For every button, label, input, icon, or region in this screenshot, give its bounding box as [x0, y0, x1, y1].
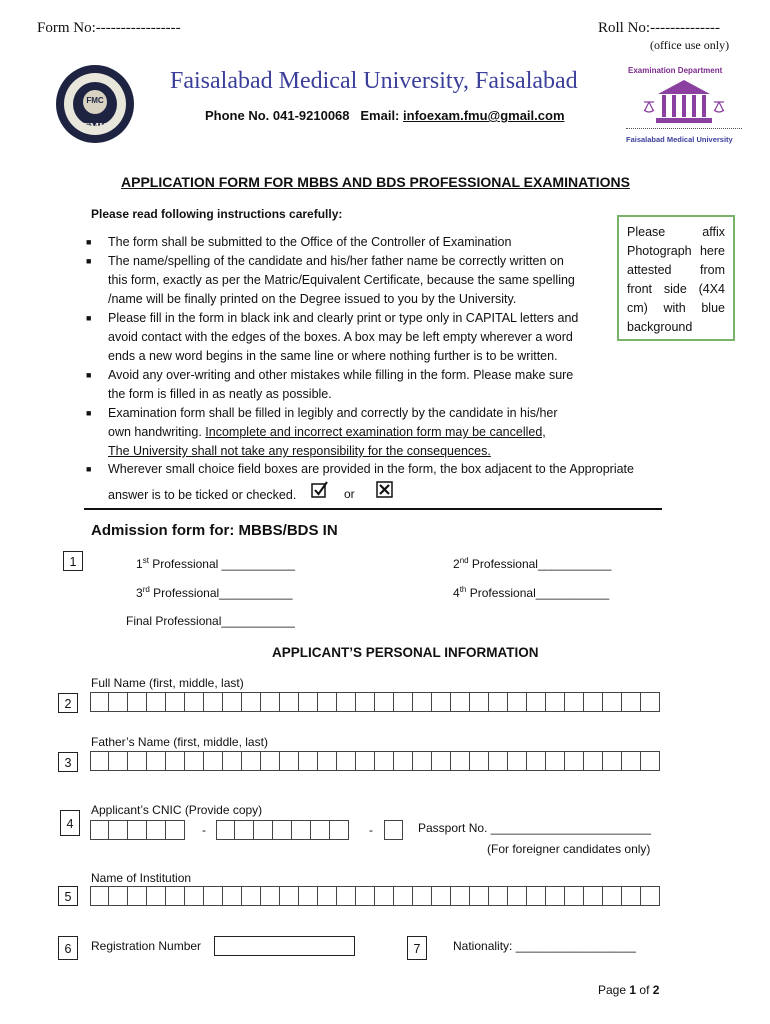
- char-cell[interactable]: [622, 751, 641, 771]
- char-cell[interactable]: [432, 751, 451, 771]
- instruction-warning: The University shall not take any responsibility for the consequences.: [108, 444, 491, 458]
- char-cell[interactable]: [413, 751, 432, 771]
- char-cell[interactable]: [394, 751, 413, 771]
- char-cell[interactable]: [489, 751, 508, 771]
- total-pages: 2: [652, 983, 660, 997]
- instruction-text: own handwriting.: [108, 425, 202, 439]
- option-number: 3: [136, 586, 143, 600]
- section-number: 2: [58, 693, 78, 713]
- char-cell[interactable]: [204, 886, 223, 906]
- instruction-line: Avoid any over-writing and other mistakes while filling in the form. Please make sure: [108, 368, 574, 382]
- office-use-note: (office use only): [650, 38, 730, 52]
- char-cell[interactable]: [432, 886, 451, 906]
- char-cell[interactable]: [508, 692, 527, 712]
- char-cell[interactable]: [318, 886, 337, 906]
- char-cell[interactable]: [451, 692, 470, 712]
- bullet-icon: ■: [86, 313, 92, 323]
- char-cell[interactable]: [489, 692, 508, 712]
- institution-label: Name of Institution: [91, 871, 192, 885]
- char-cell[interactable]: [254, 820, 273, 840]
- roll-number-label: Roll No:--------------: [598, 20, 721, 36]
- admission-heading: Admission form for: MBBS/BDS IN: [91, 522, 338, 539]
- section-number: 6: [58, 936, 78, 960]
- instruction-line: /name will be finally printed on the Degree issued to you by the University.: [108, 292, 517, 306]
- instruction-line: the form is filled in as neatly as possible.: [108, 387, 332, 401]
- char-cell[interactable]: [90, 886, 109, 906]
- option-label: Professional___________: [468, 557, 612, 571]
- char-cell[interactable]: [109, 820, 128, 840]
- char-cell[interactable]: [280, 692, 299, 712]
- current-page: 1: [629, 983, 637, 997]
- option-2nd-professional[interactable]: [453, 556, 611, 571]
- char-cell[interactable]: [337, 886, 356, 906]
- option-3rd-professional[interactable]: [136, 585, 293, 600]
- section-divider: [84, 508, 662, 510]
- char-cell[interactable]: [565, 692, 584, 712]
- university-title: Faisalabad Medical University, Faisalabad: [170, 68, 578, 94]
- char-cell[interactable]: [109, 692, 128, 712]
- char-cell[interactable]: [356, 751, 375, 771]
- option-4th-professional[interactable]: [453, 585, 609, 600]
- char-cell[interactable]: [147, 886, 166, 906]
- instruction-line: avoid contact with the edges of the boxes. A box may be left empty wherever a word: [108, 330, 573, 344]
- form-number-label: Form No:-----------------: [37, 20, 181, 36]
- char-cell[interactable]: [185, 886, 204, 906]
- phone-number: Phone No. 041-9210068: [205, 108, 350, 123]
- section-number: 1: [63, 551, 83, 571]
- char-cell[interactable]: [356, 692, 375, 712]
- bullet-icon: ■: [86, 464, 92, 474]
- char-cell[interactable]: [622, 886, 641, 906]
- option-suffix: st: [142, 556, 149, 565]
- char-cell[interactable]: [384, 820, 403, 840]
- instruction-line: ends a new word begins in the same line or where nothing further is to be written.: [108, 349, 558, 363]
- university-seal-logo: [55, 64, 135, 144]
- char-cell[interactable]: [527, 751, 546, 771]
- bullet-icon: ■: [86, 408, 92, 418]
- father-name-label: Father’s Name (first, middle, last): [91, 735, 268, 749]
- cnic-dash: -: [369, 823, 373, 837]
- option-label: Professional ___________: [148, 557, 296, 571]
- passport-field[interactable]: Passport No. ________________________: [418, 821, 651, 835]
- char-cell[interactable]: [527, 692, 546, 712]
- char-cell[interactable]: [166, 820, 185, 840]
- personal-info-heading: APPLICANT’S PERSONAL INFORMATION: [272, 645, 539, 660]
- char-cell[interactable]: [235, 820, 254, 840]
- instruction-warning: Incomplete and incorrect examination form may be cancelled,: [205, 425, 546, 439]
- cnic-label: Applicant’s CNIC (Provide copy): [91, 803, 263, 817]
- crossed-box-icon: [376, 481, 394, 499]
- char-cell[interactable]: [508, 886, 527, 906]
- char-cell[interactable]: [375, 692, 394, 712]
- char-cell[interactable]: [128, 692, 147, 712]
- instruction-line: Please fill in the form in black ink and clearly print or type only in CAPITAL letters and: [108, 311, 579, 325]
- option-suffix: rd: [142, 585, 150, 594]
- char-cell[interactable]: [584, 751, 603, 771]
- char-cell[interactable]: [128, 751, 147, 771]
- institution-input[interactable]: [90, 886, 660, 906]
- option-suffix: th: [459, 585, 467, 594]
- char-cell[interactable]: [242, 886, 261, 906]
- char-cell[interactable]: [603, 751, 622, 771]
- char-cell[interactable]: [565, 751, 584, 771]
- char-cell[interactable]: [432, 692, 451, 712]
- seal-fmu-text: FMU: [83, 122, 107, 133]
- char-cell[interactable]: [128, 886, 147, 906]
- page-of: of: [639, 983, 650, 997]
- option-number: 1: [136, 557, 143, 571]
- char-cell[interactable]: [641, 886, 660, 906]
- bullet-icon: ■: [86, 370, 92, 380]
- instruction-line: The form shall be submitted to the Office of the Controller of Examination: [108, 235, 512, 249]
- dept-logo-caption: Faisalabad Medical University: [626, 135, 733, 144]
- instruction-line: this form, exactly as per the Matric/Equivalent Certificate, because the same spelling: [108, 273, 575, 287]
- char-cell[interactable]: [128, 820, 147, 840]
- bullet-icon: ■: [86, 237, 92, 247]
- option-final-professional[interactable]: Final Professional___________: [126, 614, 295, 628]
- char-cell[interactable]: [470, 751, 489, 771]
- char-cell[interactable]: [622, 692, 641, 712]
- char-cell[interactable]: [330, 820, 349, 840]
- seal-inner-text: FMC: [86, 96, 104, 105]
- char-cell[interactable]: [584, 886, 603, 906]
- email-link[interactable]: infoexam.fmu@gmail.com: [403, 108, 565, 123]
- char-cell[interactable]: [375, 886, 394, 906]
- char-cell[interactable]: [204, 751, 223, 771]
- char-cell[interactable]: [394, 886, 413, 906]
- full-name-label: Full Name (first, middle, last): [91, 676, 244, 690]
- cnic-input-part1[interactable]: [90, 820, 185, 840]
- char-cell[interactable]: [109, 886, 128, 906]
- char-cell[interactable]: [470, 886, 489, 906]
- char-cell[interactable]: [375, 751, 394, 771]
- char-cell[interactable]: [261, 751, 280, 771]
- char-cell[interactable]: [292, 820, 311, 840]
- instruction-line: [108, 423, 546, 442]
- char-cell[interactable]: [90, 692, 109, 712]
- bullet-icon: ■: [86, 256, 92, 266]
- page-number: [598, 983, 659, 997]
- char-cell[interactable]: [242, 751, 261, 771]
- char-cell[interactable]: [356, 886, 375, 906]
- dept-logo-title: Examination Department: [628, 66, 723, 75]
- instruction-line: The name/spelling of the candidate and his/her father name be correctly written on: [108, 254, 564, 268]
- char-cell[interactable]: [223, 692, 242, 712]
- char-cell[interactable]: [489, 886, 508, 906]
- or-label: or: [344, 487, 355, 501]
- char-cell[interactable]: [546, 692, 565, 712]
- char-cell[interactable]: [337, 692, 356, 712]
- page-prefix: Page: [598, 983, 627, 997]
- char-cell[interactable]: [242, 692, 261, 712]
- char-cell[interactable]: [261, 886, 280, 906]
- instruction-line: answer is to be ticked or checked.: [108, 488, 297, 502]
- cnic-input-part2[interactable]: [216, 820, 349, 840]
- char-cell[interactable]: [166, 692, 185, 712]
- option-1st-professional[interactable]: [136, 556, 295, 571]
- char-cell[interactable]: [565, 886, 584, 906]
- email-label: Email:: [360, 108, 400, 123]
- section-number: 7: [407, 936, 427, 960]
- char-cell[interactable]: [147, 692, 166, 712]
- registration-input[interactable]: [214, 936, 355, 956]
- char-cell[interactable]: [185, 751, 204, 771]
- char-cell[interactable]: [166, 751, 185, 771]
- char-cell[interactable]: [508, 751, 527, 771]
- contact-line: [205, 108, 565, 123]
- char-cell[interactable]: [90, 751, 109, 771]
- section-number: 4: [60, 810, 80, 836]
- option-number: 2: [453, 557, 460, 571]
- char-cell[interactable]: [299, 692, 318, 712]
- char-cell[interactable]: [185, 692, 204, 712]
- char-cell[interactable]: [318, 692, 337, 712]
- char-cell[interactable]: [603, 692, 622, 712]
- cnic-input-part3[interactable]: [384, 820, 403, 840]
- char-cell[interactable]: [147, 820, 166, 840]
- option-label: Professional___________: [466, 586, 610, 600]
- char-cell[interactable]: [311, 820, 330, 840]
- char-cell[interactable]: [109, 751, 128, 771]
- cnic-dash: -: [202, 823, 206, 837]
- instructions-heading: Please read following instructions carefully:: [91, 207, 343, 221]
- option-suffix: nd: [459, 556, 469, 565]
- char-cell[interactable]: [166, 886, 185, 906]
- char-cell[interactable]: [204, 692, 223, 712]
- char-cell[interactable]: [223, 751, 242, 771]
- char-cell[interactable]: [546, 886, 565, 906]
- urdu-script-line: [626, 128, 742, 132]
- section-number: 3: [58, 752, 78, 772]
- option-number: 4: [453, 586, 460, 600]
- char-cell[interactable]: [603, 886, 622, 906]
- char-cell[interactable]: [413, 886, 432, 906]
- char-cell[interactable]: [337, 751, 356, 771]
- char-cell[interactable]: [318, 751, 337, 771]
- full-name-input[interactable]: [90, 692, 660, 712]
- checked-box-icon: [311, 481, 329, 499]
- char-cell[interactable]: [299, 751, 318, 771]
- nationality-field[interactable]: Nationality: __________________: [453, 939, 636, 953]
- form-title: APPLICATION FORM FOR MBBS AND BDS PROFESSIONAL EXAMINATIONS: [121, 174, 630, 190]
- char-cell[interactable]: [527, 886, 546, 906]
- char-cell[interactable]: [546, 751, 565, 771]
- char-cell[interactable]: [451, 886, 470, 906]
- char-cell[interactable]: [470, 692, 489, 712]
- char-cell[interactable]: [413, 692, 432, 712]
- registration-label: Registration Number: [91, 939, 202, 953]
- char-cell[interactable]: [90, 820, 109, 840]
- char-cell[interactable]: [147, 751, 166, 771]
- char-cell[interactable]: [261, 692, 280, 712]
- char-cell[interactable]: [280, 886, 299, 906]
- char-cell[interactable]: [584, 692, 603, 712]
- section-number: 5: [58, 886, 78, 906]
- instruction-line: Examination form shall be filled in legibly and correctly by the candidate in his/her: [108, 406, 558, 420]
- passport-note: (For foreigner candidates only): [487, 842, 651, 856]
- father-name-input[interactable]: [90, 751, 660, 771]
- char-cell[interactable]: [299, 886, 318, 906]
- exam-department-logo: [624, 66, 744, 146]
- char-cell[interactable]: [280, 751, 299, 771]
- instruction-line: Wherever small choice field boxes are provided in the form, the box adjacent to the Appropriate: [108, 462, 634, 476]
- char-cell[interactable]: [273, 820, 292, 840]
- option-label: Professional___________: [149, 586, 293, 600]
- char-cell[interactable]: [641, 751, 660, 771]
- char-cell[interactable]: [216, 820, 235, 840]
- photo-box[interactable]: Please affix Photograph here attested from front side (4X4 cm) with blue background: [617, 215, 735, 341]
- char-cell[interactable]: [223, 886, 242, 906]
- char-cell[interactable]: [641, 692, 660, 712]
- char-cell[interactable]: [451, 751, 470, 771]
- char-cell[interactable]: [394, 692, 413, 712]
